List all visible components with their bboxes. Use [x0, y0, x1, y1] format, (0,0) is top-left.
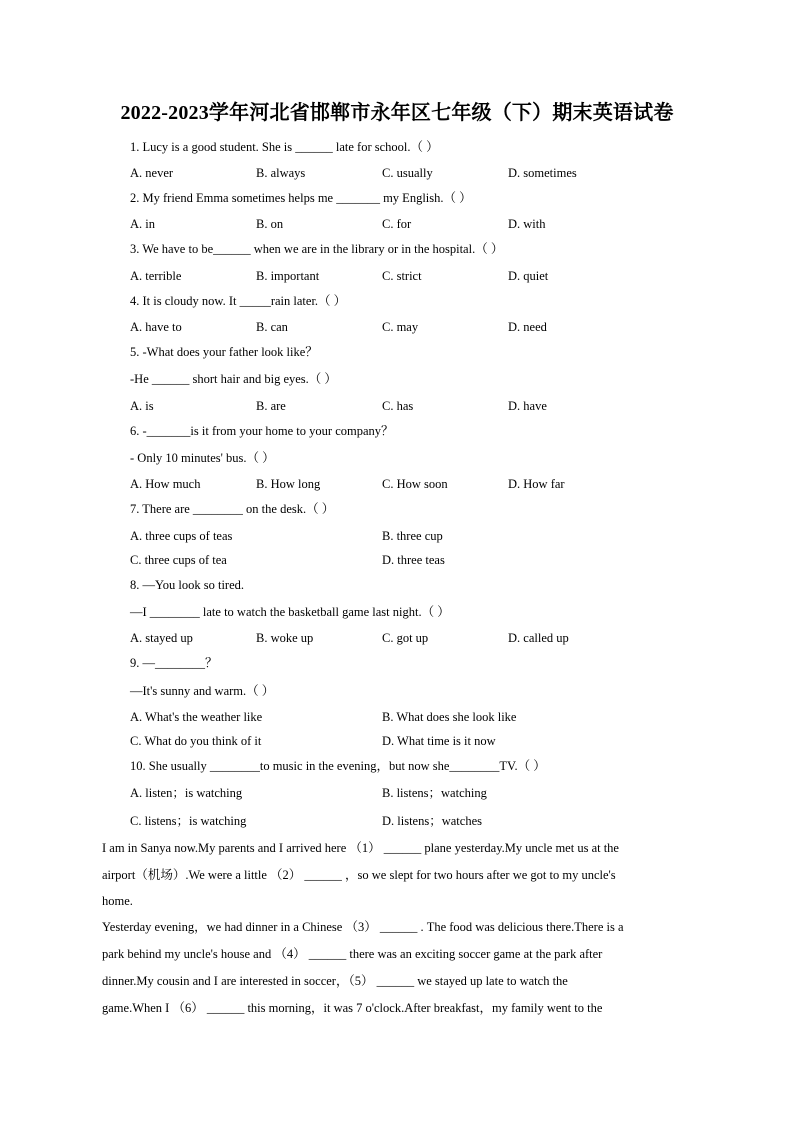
question-8-option-b: B. woke up	[256, 631, 314, 645]
question-3-stem: 3. We have to be______ when we are in the library or in the hospital.（ ）	[130, 242, 504, 256]
question-3-option-d: D. quiet	[508, 269, 549, 283]
question-6-option-d: D. How far	[508, 477, 565, 491]
question-6-option-c: C. How soon	[382, 477, 448, 491]
question-8-option-c: C. got up	[382, 631, 429, 645]
question-2-stem: 2. My friend Emma sometimes helps me _______ my English.（ ）	[130, 191, 472, 205]
question-5-response: -He ______ short hair and big eyes.（ ）	[130, 372, 337, 386]
question-7-option-b: B. three cup	[382, 529, 443, 543]
passage-line: I am in Sanya now.My parents and I arrived here （1） ______ plane yesterday.My uncle met us at the	[102, 841, 619, 855]
question-5-stem: 5. -What does your father look like？	[130, 345, 318, 359]
question-9-option-c: C. What do you think of it	[130, 734, 262, 748]
question-1-option-c: C. usually	[382, 166, 433, 180]
question-9-response: —It's sunny and warm.（ ）	[130, 684, 275, 698]
question-3-option-b: B. important	[256, 269, 320, 283]
question-4-option-a: A. have to	[130, 320, 182, 334]
question-7-option-d: D. three teas	[382, 553, 445, 567]
question-2-option-b: B. on	[256, 217, 284, 231]
passage-line: dinner.My cousin and I are interested in soccer，（5） ______ we stayed up late to watch the	[102, 974, 568, 988]
question-6-option-b: B. How long	[256, 477, 321, 491]
question-4-option-b: B. can	[256, 320, 288, 334]
question-6-response: - Only 10 minutes' bus.（ ）	[130, 451, 275, 465]
question-2-option-a: A. in	[130, 217, 155, 231]
question-4-option-d: D. need	[508, 320, 547, 334]
question-3-option-a: A. terrible	[130, 269, 182, 283]
passage-line: park behind my uncle's house and （4） ______ there was an exciting soccer game at the park after	[102, 947, 603, 961]
question-8-option-d: D. called up	[508, 631, 569, 645]
question-10-stem: 10. She usually ________to music in the evening，but now she________TV.（ ）	[130, 759, 546, 773]
question-9-stem: 9. —________？	[130, 656, 218, 670]
page-title: 2022-2023学年河北省邯郸市永年区七年级（下）期末英语试卷	[120, 102, 674, 124]
question-5-option-d: D. have	[508, 399, 547, 413]
question-10-option-c: C. listens；is watching	[130, 814, 247, 828]
question-1-option-d: D. sometimes	[508, 166, 577, 180]
question-1-option-b: B. always	[256, 166, 306, 180]
question-8-option-a: A. stayed up	[130, 631, 193, 645]
question-1-stem: 1. Lucy is a good student. She is ______ late for school.（ ）	[130, 140, 439, 154]
question-9-option-a: A. What's the weather like	[130, 710, 263, 724]
question-2-option-d: D. with	[508, 217, 546, 231]
passage-line: game.When I （6） ______ this morning，it was 7 o'clock.After breakfast，my family went to the	[102, 1001, 603, 1015]
question-8-stem: 8. —You look so tired.	[130, 578, 245, 592]
question-9-option-b: B. What does she look like	[382, 710, 517, 724]
question-6-option-a: A. How much	[130, 477, 201, 491]
question-7-option-c: C. three cups of tea	[130, 553, 227, 567]
passage-line: Yesterday evening，we had dinner in a Chinese （3） ______ . The food was delicious there.There is a	[102, 920, 624, 934]
passage-line: airport（机场）.We were a little （2） ______ ，so we slept for two hours after we got to my uncle's	[102, 868, 616, 882]
question-5-option-a: A. is	[130, 399, 154, 413]
question-9-option-d: D. What time is it now	[382, 734, 496, 748]
question-2-option-c: C. for	[382, 217, 412, 231]
question-4-stem: 4. It is cloudy now. It _____rain later.（ ）	[130, 294, 347, 308]
question-10-option-a: A. listen；is watching	[130, 786, 243, 800]
question-4-option-c: C. may	[382, 320, 419, 334]
question-1-option-a: A. never	[130, 166, 174, 180]
question-7-option-a: A. three cups of teas	[130, 529, 233, 543]
question-8-response: —I ________ late to watch the basketball game last night.（ ）	[130, 605, 450, 619]
question-10-option-b: B. listens；watching	[382, 786, 487, 800]
question-3-option-c: C. strict	[382, 269, 422, 283]
question-6-stem: 6. -_______is it from your home to your company？	[130, 424, 394, 438]
question-5-option-b: B. are	[256, 399, 286, 413]
question-5-option-c: C. has	[382, 399, 414, 413]
question-7-stem: 7. There are ________ on the desk.（ ）	[130, 502, 335, 516]
passage-line: home.	[102, 894, 133, 908]
question-10-option-d: D. listens；watches	[382, 814, 482, 828]
